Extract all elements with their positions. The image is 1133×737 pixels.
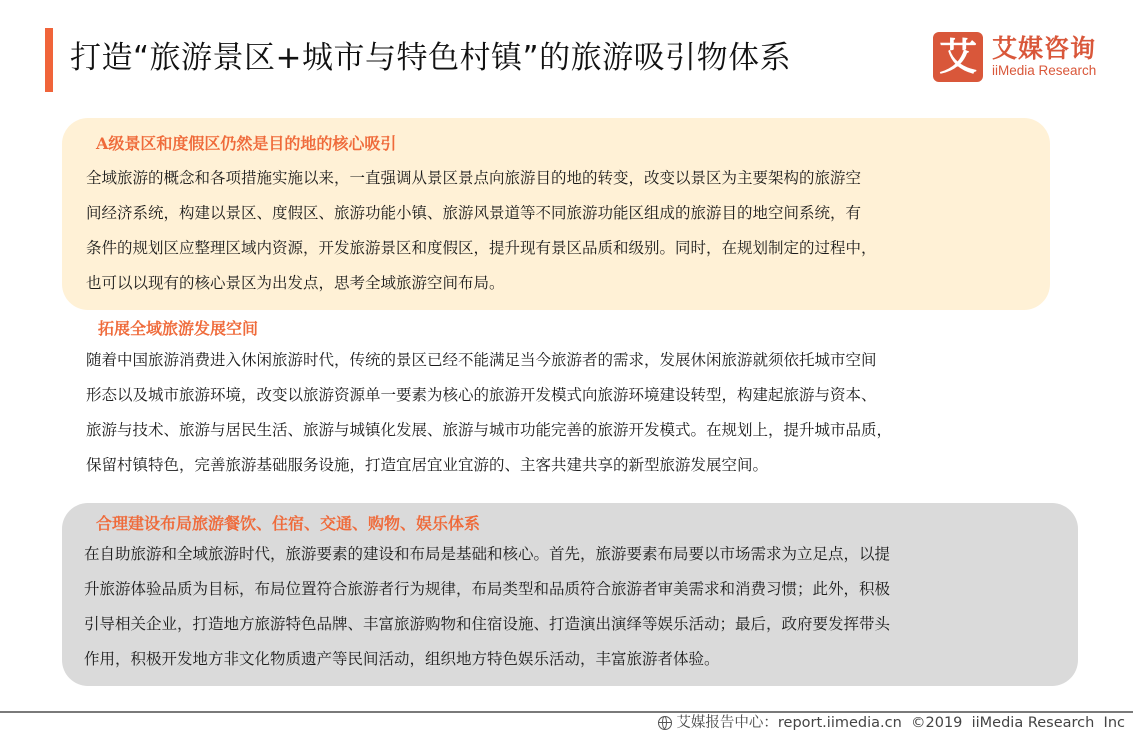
body-line: 旅游与技术、旅游与居民生活、旅游与城镇化发展、旅游与城市功能完善的旅游开发模式。在规划上，提升城市品质， [86,421,893,439]
section-body [84,537,890,677]
section-heading: 拓展全域旅游发展空间 [98,319,259,338]
body-line: 作用，积极开发地方非文化物质遗产等民间活动，组织地方特色娱乐活动，丰富旅游者体验。 [84,650,720,668]
footer [658,713,1125,733]
page-title: 打造“旅游景区+城市与特色村镇”的旅游吸引物体系 [70,40,792,76]
body-line: 保留村镇特色，完善旅游基础服务设施，打造宜居宜业宜游的、主客共建共享的新型旅游发展空间。 [86,456,769,474]
body-line: 间经济系统，构建以景区、度假区、旅游功能小镇、旅游风景道等不同旅游功能区组成的旅游目的地空间系统，有 [86,204,862,222]
section-body [86,343,892,483]
body-line: 也可以以现有的核心景区为出发点，思考全域旅游空间布局。 [86,274,505,292]
section-body [86,161,877,301]
logo-name-cn: 艾媒咨询 [992,34,1097,63]
section-tourism-elements [62,503,1078,686]
section-heading: 合理建设布局旅游餐饮、住宿、交通、购物、娱乐体系 [96,514,481,533]
logo-mark-icon: 艾 [933,32,983,82]
section-heading: A级景区和度假区仍然是目的地的核心吸引 [96,134,397,153]
globe-icon [658,716,672,730]
logo-text [992,35,1096,79]
body-line: 引导相关企业，打造地方旅游特色品牌、丰富旅游购物和住宿设施、打造演出演绎等娱乐活动；最后，政府要发挥带头 [84,615,891,633]
body-line: 升旅游体验品质为目标，布局位置符合旅游者行为规律，布局类型和品质符合旅游者审美需求和消费习惯；此外，积极 [84,580,891,598]
body-line: 随着中国旅游消费进入休闲旅游时代，传统的景区已经不能满足当今旅游者的需求，发展休闲旅游就须依托城市空间 [86,351,877,369]
body-line: 条件的规划区应整理区域内资源，开发旅游景区和度假区，提升现有景区品质和级别。同时，在规划制定的过程中， [86,239,877,257]
body-line: 形态以及城市旅游环境，改变以旅游资源单一要素为核心的旅游开发模式向旅游环境建设转型，构建起旅游与资本、 [86,386,877,404]
body-line: 全域旅游的概念和各项措施实施以来，一直强调从景区景点向旅游目的地的转变，改变以景区为主要架构的旅游空 [86,169,862,187]
title-accent-bar [45,28,53,92]
footer-text: 艾媒报告中心：report.iimedia.cn ©2019 iiMedia Research Inc [676,715,1125,731]
body-line: 在自助旅游和全域旅游时代，旅游要素的建设和布局是基础和核心。首先，旅游要素布局要以市场需求为立足点，以提 [84,545,891,563]
section-core-attractions [62,118,1050,310]
section-expand-space [62,316,1050,486]
logo-name-en: iiMedia Research [992,63,1097,78]
iimedia-logo [933,32,1096,82]
